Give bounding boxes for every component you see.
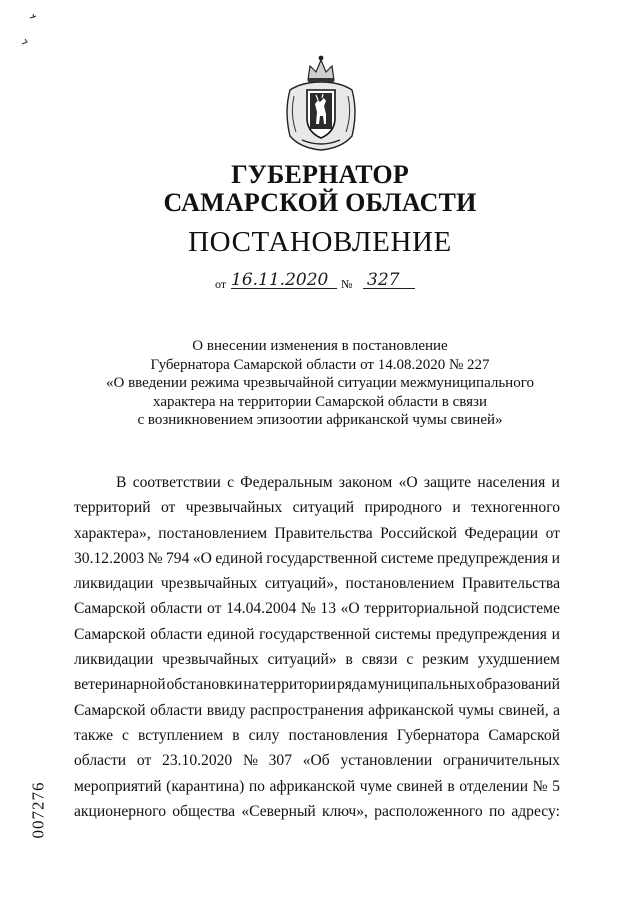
subject-line: с возникновением эпизоотии африканской чумы свиней»	[137, 412, 503, 428]
body-line: ликвидации чрезвычайных ситуаций», постановлением Правительства	[74, 575, 560, 593]
body-line: ликвидации чрезвычайных ситуаций» в связи с резким ухудшением	[74, 651, 560, 669]
body-line: акционерного общества «Северный ключ», расположенного по адресу:	[74, 802, 560, 820]
body-line: области от 23.10.2020 № 307 «Об установлении ограничительных	[74, 752, 560, 770]
subject-line: О внесении изменения в постановление	[192, 338, 448, 354]
issuer-title-line2: САМАРСКОЙ ОБЛАСТИ	[163, 188, 477, 217]
body-line: Самарской области единой государственной системы предупреждения и	[74, 625, 560, 643]
document-number: 327	[367, 270, 400, 290]
date-prefix: от	[215, 277, 227, 291]
side-serial-number	[26, 782, 56, 842]
body-line: территорий от чрезвычайных ситуаций природного и техногенного	[74, 499, 560, 517]
body-line: В соответствии с Федеральным законом «О защите населения и	[116, 474, 560, 491]
subject-line: характера на территории Самарской области в связи	[153, 393, 487, 410]
body-line: Самарской области ввиду распространения африканской чумы свиней, а	[74, 701, 560, 719]
subject-line: Губернатора Самарской области от 14.08.2020 № 227	[150, 356, 490, 373]
body-line: ветеринарной обстановки на территории ряда муниципальных образований	[74, 676, 560, 694]
body-line: характера», постановлением Правительства Российской Федерации от	[74, 524, 560, 542]
subject-line: «О введении режима чрезвычайной ситуации межмуниципального	[106, 375, 534, 391]
number-underline	[363, 288, 415, 289]
document-type: ПОСТАНОВЛЕНИЕ	[188, 226, 452, 258]
serial-number-text: 007276	[28, 781, 48, 839]
number-label: №	[341, 277, 353, 291]
body-line: Самарской области от 14.04.2004 № 13 «О территориальной подсистеме	[74, 600, 560, 618]
body-line: 30.12.2003 № 794 «О единой государственной системе предупреждения и	[74, 549, 560, 567]
document-date: 16.11.2020	[231, 270, 329, 290]
date-number-line	[215, 270, 455, 294]
pen-marks	[18, 10, 58, 50]
document-body	[74, 470, 560, 824]
samara-coat-of-arms-icon	[280, 52, 362, 152]
body-line: мероприятий (карантина) по африканской чуме свиней в отделении № 5	[74, 777, 560, 795]
body-line: также с вступлением в силу постановления Губернатора Самарской	[74, 726, 560, 744]
document-subject	[80, 337, 560, 430]
issuer-title-line1: ГУБЕРНАТОР	[231, 160, 409, 189]
date-underline	[231, 288, 337, 289]
